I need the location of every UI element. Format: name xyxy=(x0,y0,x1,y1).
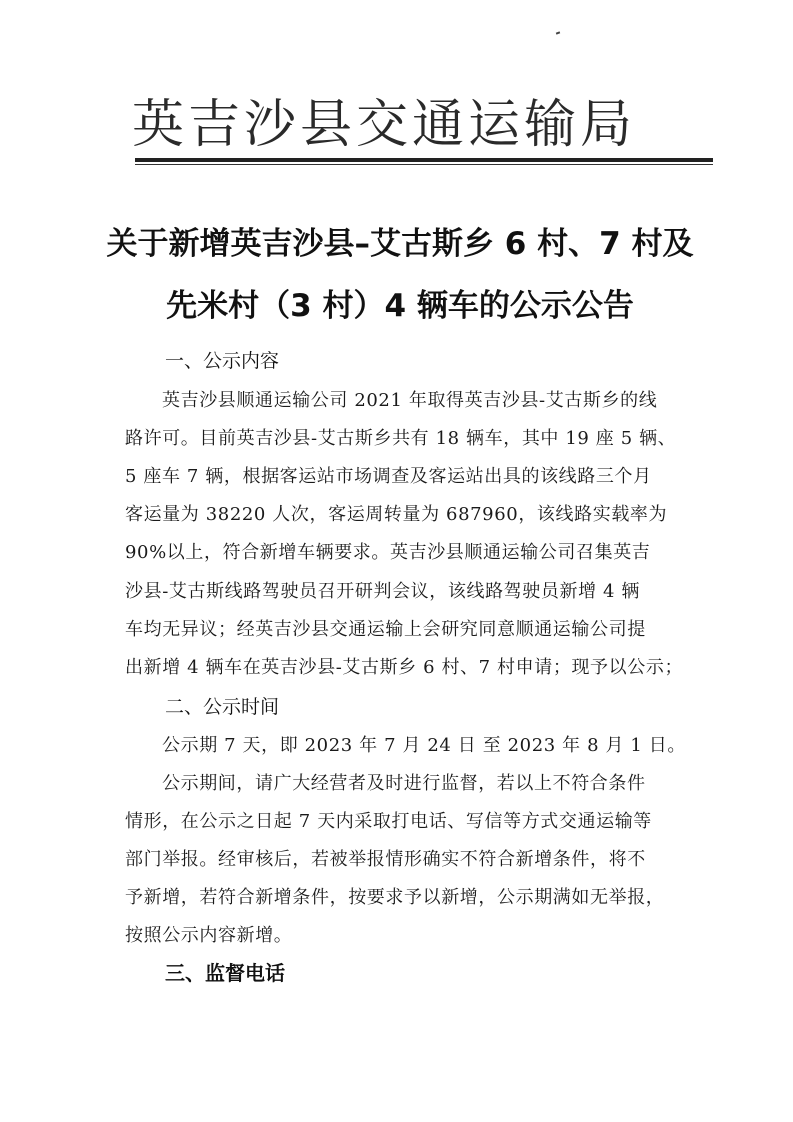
paragraph-line: 5 座车 7 辆，根据客运站市场调查及客运站出具的该线路三个月 xyxy=(125,466,652,487)
paragraph-line: 路许可。目前英吉沙县-艾古斯乡共有 18 辆车，其中 19 座 5 辆、 xyxy=(125,428,677,449)
paragraph-line: 90%以上，符合新增车辆要求。英吉沙县顺通运输公司召集英吉 xyxy=(125,542,651,563)
document-title-line-2: 先米村（3 村）4 辆车的公示公告 xyxy=(166,288,634,324)
paragraph-line: 情形，在公示之日起 7 天内采取打电话、写信等方式交通运输等 xyxy=(125,811,652,832)
paragraph-line: 沙县-艾古斯线路驾驶员召开研判会议，该线路驾驶员新增 4 辆 xyxy=(125,581,640,602)
section-heading-content: 一、公示内容 xyxy=(165,350,280,372)
section-heading-phone: 三、监督电话 xyxy=(165,961,285,985)
paragraph-line: 公示期 7 天，即 2023 年 7 月 24 日 至 2023 年 8 月 1 日。 xyxy=(162,735,686,756)
section-heading-time: 二、公示时间 xyxy=(165,696,280,718)
paragraph-line: 部门举报。经审核后，若被举报情形确实不符合新增条件，将不 xyxy=(125,849,646,870)
agency-letterhead: 英吉沙县交通运输局 xyxy=(132,95,637,155)
document-title-line-1: 关于新增英吉沙县–艾古斯乡 6 村、7 村及 xyxy=(106,226,694,262)
paragraph-line: 公示期间，请广大经营者及时进行监督，若以上不符合条件 xyxy=(162,773,646,794)
paragraph-line: 客运量为 38220 人次，客运周转量为 687960，该线路实载率为 xyxy=(125,504,668,525)
letterhead-rule-thin xyxy=(135,164,713,165)
paragraph-line: 予新增，若符合新增条件，按要求予以新增，公示期满如无举报， xyxy=(125,887,665,908)
paragraph-line: 英吉沙县顺通运输公司 2021 年取得英吉沙县-艾古斯乡的线 xyxy=(162,390,658,411)
paragraph-line: 出新增 4 辆车在英吉沙县-艾古斯乡 6 村、7 村申请；现予以公示； xyxy=(125,657,684,678)
letterhead-rule-thick xyxy=(135,158,713,162)
paragraph-line: 车均无异议；经英吉沙县交通运输上会研究同意顺通运输公司提 xyxy=(125,619,646,640)
paragraph-line: 按照公示内容新增。 xyxy=(125,925,293,946)
scan-speck xyxy=(556,31,560,34)
